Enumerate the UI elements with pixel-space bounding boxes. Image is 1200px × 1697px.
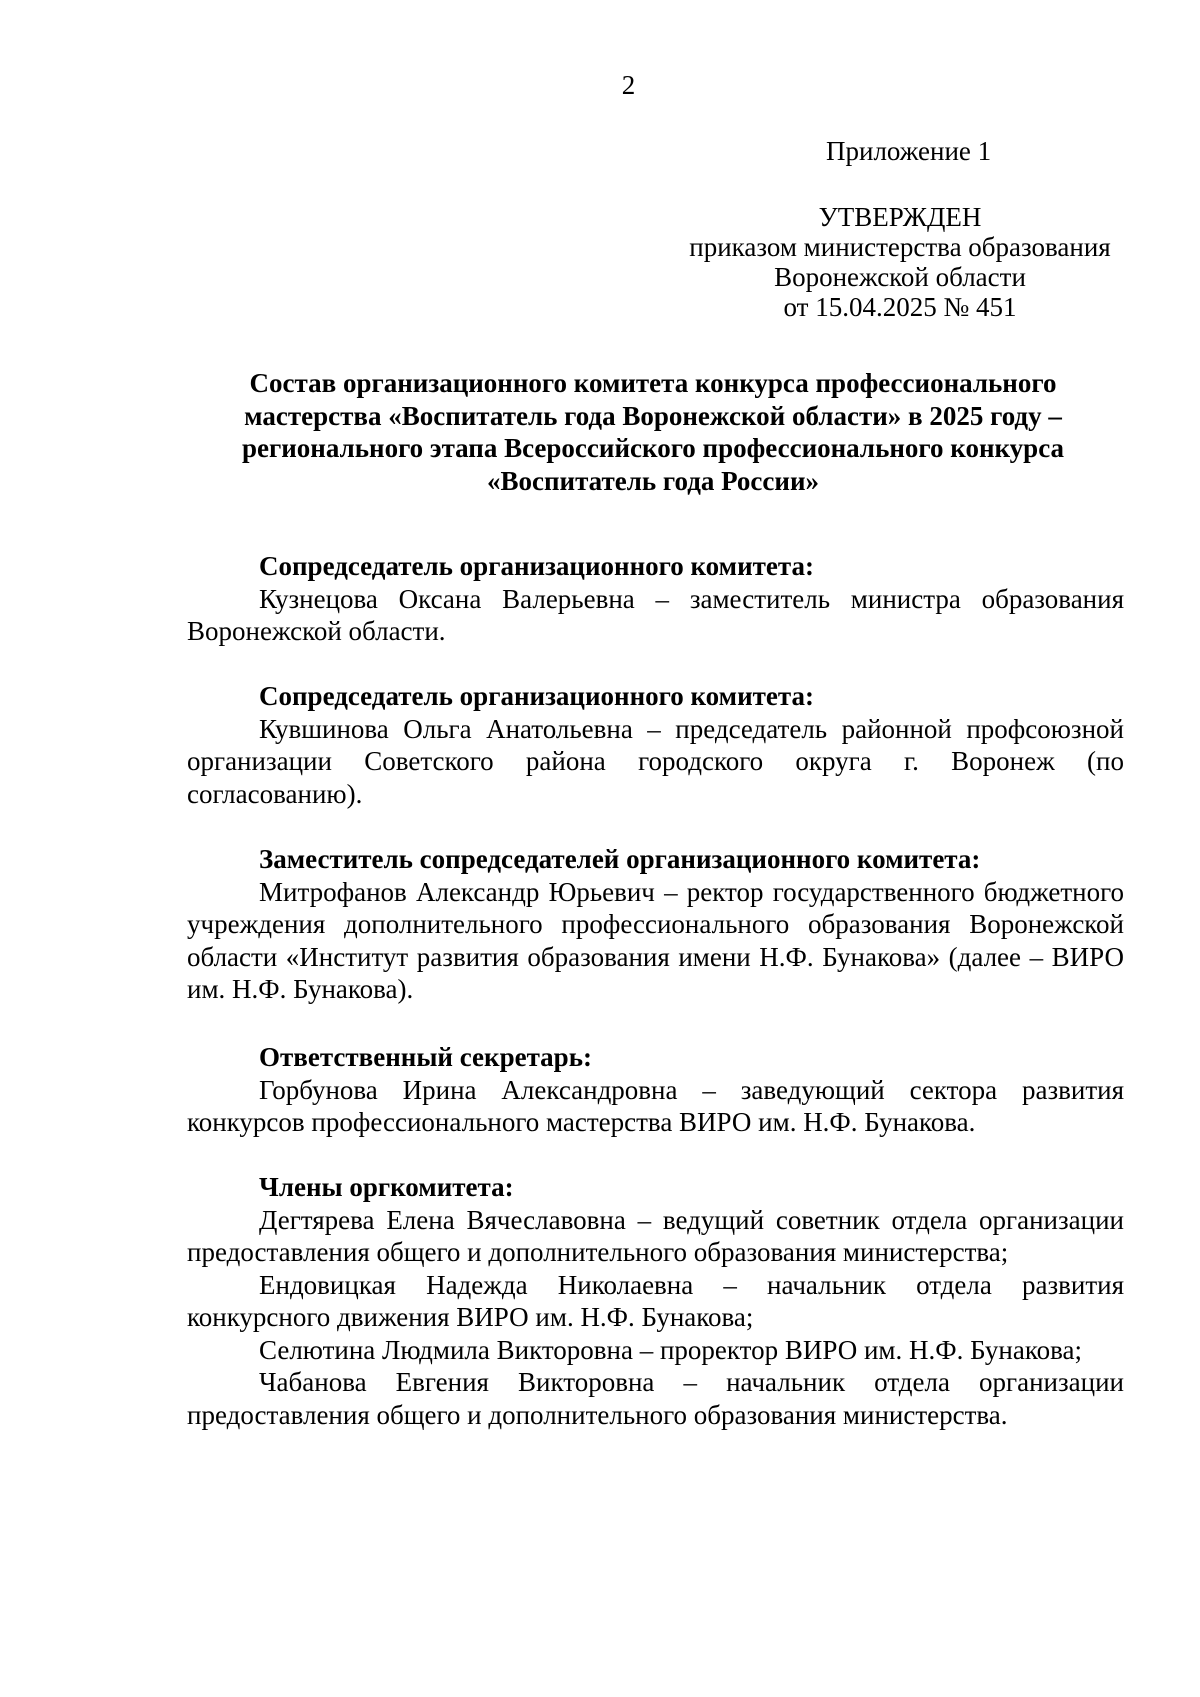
member-entry: Дегтярева Елена Вячеславовна – ведущий советник отдела организации предоставления общего и дополнительного образования министерства;: [187, 1204, 1124, 1267]
appendix-label: Приложение 1: [826, 136, 992, 166]
section-deputy: [187, 843, 1124, 1006]
approval-stamp: [640, 202, 1160, 322]
approval-status: УТВЕРЖДЕН: [818, 202, 982, 232]
section-co-chair-1: [187, 550, 1124, 648]
member-entry: Кузнецова Оксана Валерьевна – заместитель министра образования Воронежской области.: [187, 583, 1124, 646]
page-number: 2: [621, 70, 636, 100]
title-line: мастерства «Воспитатель года Воронежской области» в 2025 году –: [244, 400, 1062, 431]
member-entry: Горбунова Ирина Александровна – заведующий сектора развития конкурсов профессионального мастерства ВИРО им. Н.Ф. Бунакова.: [187, 1074, 1124, 1137]
section-heading: Сопредседатель организационного комитета:: [259, 551, 814, 581]
approval-order-line: приказом министерства образования: [689, 232, 1111, 262]
section-heading: Члены оргкомитета:: [259, 1172, 514, 1202]
section-heading: Сопредседатель организационного комитета:: [259, 681, 814, 711]
approval-date-number: от 15.04.2025 № 451: [783, 292, 1017, 322]
section-co-chair-2: [187, 680, 1124, 810]
title-line: регионального этапа Всероссийского профессионального конкурса: [241, 433, 1065, 463]
title-line: Состав организационного комитета конкурса профессионального: [249, 368, 1057, 398]
section-members: [187, 1171, 1124, 1431]
section-heading: Заместитель сопредседателей организационного комитета:: [259, 844, 981, 874]
document-title: [188, 367, 1118, 497]
member-entry: Кувшинова Ольга Анатольевна – председатель районной профсоюзной организации Советского района городского округа г. Воронеж (по согласованию).: [187, 713, 1124, 809]
approval-region-line: Воронежской области: [774, 262, 1026, 292]
member-entry: Ендовицкая Надежда Николаевна – начальник отдела развития конкурсного движения ВИРО им. Н.Ф. Бунакова;: [187, 1269, 1124, 1332]
member-entry: Селютина Людмила Викторовна – проректор ВИРО им. Н.Ф. Бунакова;: [259, 1334, 1082, 1365]
member-entry: Митрофанов Александр Юрьевич – ректор государственного бюджетного учреждения дополнительного профессионального образования Воронежской области «Институт развития образования имени Н.Ф. Бунакова» (далее – ВИРО им. Н.Ф. Бунакова).: [187, 876, 1124, 1004]
member-entry: Чабанова Евгения Викторовна – начальник отдела организации предоставления общего и дополнительного образования министерства.: [187, 1367, 1124, 1430]
title-line: «Воспитатель года России»: [486, 465, 820, 496]
section-heading: Ответственный секретарь:: [259, 1042, 592, 1072]
section-secretary: [187, 1041, 1124, 1139]
